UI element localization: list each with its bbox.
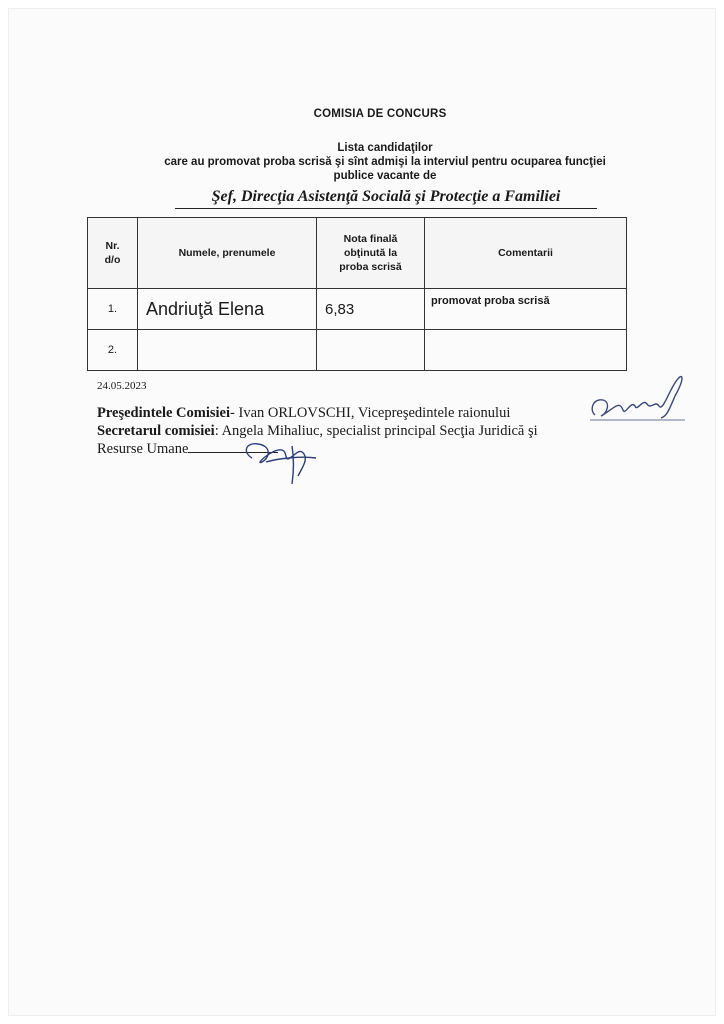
secretary-line-2 <box>97 440 657 458</box>
header-nr-line-2: d/o <box>104 254 121 266</box>
row-nr: 2. <box>88 330 138 371</box>
header-score-line-1: Nota finală <box>343 233 398 245</box>
header-comments: Comentarii <box>425 218 627 289</box>
table-row <box>88 330 627 371</box>
vacant-position: Şef, Direcţia Asistenţă Socială şi Protecţie a Familiei <box>175 186 597 209</box>
row-comment <box>425 330 627 371</box>
secretary-text: : Angela Mihaliuc, specialist principal Secţia Juridică şi <box>214 423 538 439</box>
table-row <box>88 289 627 330</box>
president-signature <box>585 370 695 430</box>
row-name <box>138 330 317 371</box>
row-nr: 1. <box>88 289 138 330</box>
secretary-text-2: Resurse Umane <box>97 441 189 457</box>
document-date: 24.05.2023 <box>97 380 147 392</box>
row-name: Andriuţă Elena <box>138 289 317 330</box>
secretary-label: Secretarul comisiei <box>97 423 215 439</box>
list-title-line-3: publice vacante de <box>333 170 437 182</box>
header-score-line-3: proba scrisă <box>339 261 402 273</box>
row-score: 6,83 <box>317 289 425 330</box>
header-nr <box>88 218 138 289</box>
secretary-line <box>97 422 657 440</box>
signature-block <box>97 404 657 458</box>
header-nr-line-1: Nr. <box>105 240 120 252</box>
header-score-line-2: obţinută la <box>343 247 398 259</box>
row-comment: promovat proba scrisă <box>425 289 627 330</box>
candidates-table <box>87 217 627 371</box>
commission-title: COMISIA DE CONCURS <box>313 108 447 120</box>
header-score <box>317 218 425 289</box>
table-header-row <box>88 218 627 289</box>
president-text: - Ivan ORLOVSCHI, Vicepreşedintele raionului <box>230 405 511 421</box>
president-line <box>97 404 657 422</box>
row-score <box>317 330 425 371</box>
president-label: Preşedintele Comisiei <box>97 405 231 421</box>
header-name: Numele, prenumele <box>138 218 317 289</box>
list-title <box>0 141 724 183</box>
secretary-signature <box>232 428 327 488</box>
list-title-line-2: care au promovat proba scrisă şi sînt admişi la interviul pentru ocuparea funcţiei <box>164 156 606 168</box>
list-title-line-1: Lista candidaţilor <box>337 142 433 154</box>
